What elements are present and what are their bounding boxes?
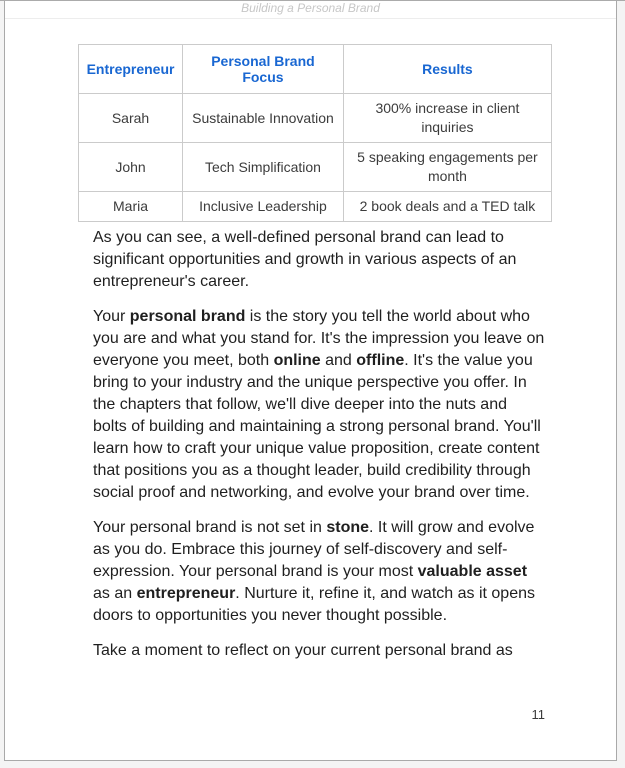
- text-segment: as an: [93, 585, 137, 602]
- table-header-row: [79, 45, 552, 94]
- bold-text-segment: entrepreneur: [136, 585, 236, 602]
- page-top-edge: [0, 0, 625, 1]
- paragraph: [93, 517, 545, 627]
- table-cell: 5 speaking engagements per month: [343, 143, 551, 192]
- text-segment: Your personal brand is not set in: [93, 519, 327, 536]
- paragraph: [93, 227, 545, 293]
- table-cell: John: [79, 143, 183, 192]
- table-cell: Inclusive Leadership: [183, 192, 344, 222]
- table-cell: Sustainable Innovation: [183, 94, 344, 143]
- table-cell: 300% increase in client inquiries: [343, 94, 551, 143]
- page-number: 11: [531, 707, 545, 722]
- table-row: [79, 192, 552, 222]
- bold-text-segment: offline: [356, 352, 405, 369]
- body-text: [93, 227, 545, 662]
- table-cell: Tech Simplification: [183, 143, 344, 192]
- document-page: [4, 1, 617, 761]
- table-header-entrepreneur: Entrepreneur: [79, 45, 183, 94]
- text-segment: Take a moment to reflect on your current personal brand as: [93, 642, 513, 659]
- table-cell: Sarah: [79, 94, 183, 143]
- running-header: Building a Personal Brand: [5, 1, 616, 19]
- paragraph: [93, 640, 545, 662]
- text-segment: . It's the value you bring to your industry and the unique perspective you offer. In the chapters that follow, we'll dive deeper into the nuts and bolts of building and maintaining a strong personal brand. You'll learn how to craft your unique value proposition, create content that positions you as a thought leader, build credibility through social proof and networking, and evolve your brand over time.: [93, 352, 541, 501]
- table-row: [79, 143, 552, 192]
- table-cell: Maria: [79, 192, 183, 222]
- table-row: [79, 94, 552, 143]
- text-segment: and: [320, 352, 357, 369]
- text-segment: . It will grow and evolve as you do. Embrace this journey of self-discovery and self-expression. Your personal brand is your most: [93, 519, 535, 580]
- table-body: [79, 94, 552, 222]
- paragraph: [93, 306, 545, 504]
- bold-text-segment: personal brand: [129, 308, 246, 325]
- text-segment: Your: [93, 308, 130, 325]
- bold-text-segment: valuable asset: [417, 563, 528, 580]
- table-header-results: Results: [343, 45, 551, 94]
- bold-text-segment: stone: [326, 519, 370, 536]
- bold-text-segment: online: [273, 352, 321, 369]
- text-segment: is the story you tell the world about who you are and what you stand for. It's the impression you leave on everyone you meet, both: [93, 308, 545, 369]
- table-cell: 2 book deals and a TED talk: [343, 192, 551, 222]
- table-header-focus: Personal Brand Focus: [183, 45, 344, 94]
- text-segment: . Nurture it, refine it, and watch as it opens doors to opportunities you never thought possible.: [93, 585, 535, 624]
- text-segment: As you can see, a well-defined personal brand can lead to significant opportunities and growth in various aspects of an entrepreneur's career.: [93, 229, 517, 290]
- comparison-table: [78, 44, 552, 222]
